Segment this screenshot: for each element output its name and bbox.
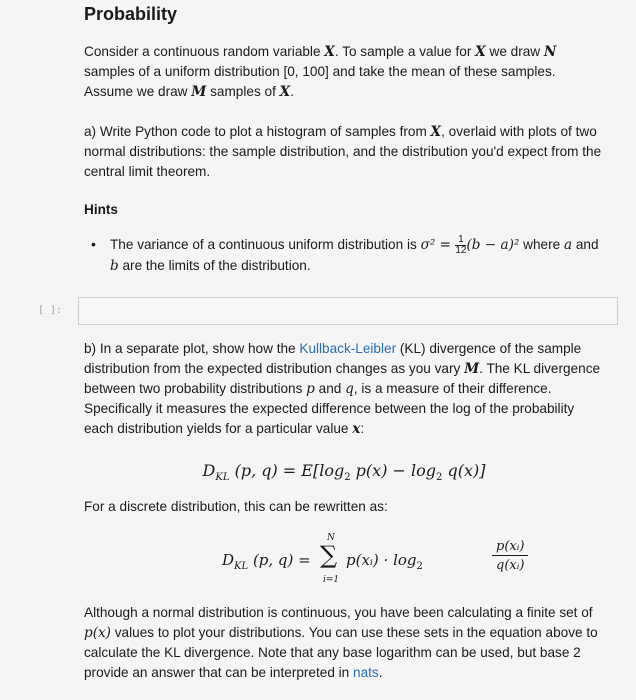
nats-link[interactable]: nats [353,665,379,680]
part-b-paragraph: b) In a separate plot, show how the Kullback-Leibler (KL) divergence of the sample distribution from the expected distribution changes as you vary M. The KL divergence between two probability distributions p and q, is a measure of their difference. Specifically it measures the expected difference between the log of the probability each distribution yields for a particular value x: [84,341,601,437]
sum-lower-limit: i=1 [323,575,340,585]
code-cell-prompt: [ ]: [38,305,63,316]
markdown-cell-kl[interactable] [74,325,614,700]
summation-icon: ∑ [320,541,338,569]
discrete-text: For a discrete distribution, this can be rewritten as: [84,499,388,514]
intro-paragraph: Consider a continuous random variable X. To sample a value for X we draw N samples of a uniform distribution [0, 100] and take the mean of these samples. Assume we draw M samples of X. [84,44,557,100]
eq2-middle: p(xᵢ) · $\log_2$ [346,551,423,572]
code-cell-input[interactable] [78,297,618,325]
final-paragraph: Although a normal distribution is continuous, you have been calculating a finite set of p(x) values to plot your distributions. You can use these sets in the equation above to calculate the KL divergence. Note that any base logarithm can be used, but base 2 provide an answer that can be interpreted in nats. [84,605,598,680]
kl-equation-continuous: $D_{KL}$ (p, $q) = E[\log_2$ $p(x) - \log_2 q(x)$] [202,461,486,484]
kullback-leibler-link[interactable]: Kullback-Leibler [299,341,397,356]
hint-item: The variance of a continuous uniform distribution is σ² = $\frac{1}{12}$ (b − a)² where a and b are the limits of the distribution. [110,234,599,274]
eq2-fraction: p(xᵢ) q(xᵢ) [492,539,528,573]
section-title: Probability [84,4,178,24]
part-a-paragraph: a) Write Python code to plot a histogram of samples from X, overlaid with plots of two normal distributions: the sample distribution, and the distribution you'd expect from the central limit theorem. [84,124,602,179]
markdown-cell-problem[interactable] [74,0,614,295]
hints-heading: Hints [84,202,118,217]
fraction-one-twelfth: $\frac{1}{12}$ [455,234,467,256]
eq2-lhs: $D_{KL}$ (p, q) = [222,551,311,572]
bullet-icon: • [91,236,96,252]
sum-upper-limit: N [327,533,335,543]
kl-equation-discrete [222,531,542,589]
